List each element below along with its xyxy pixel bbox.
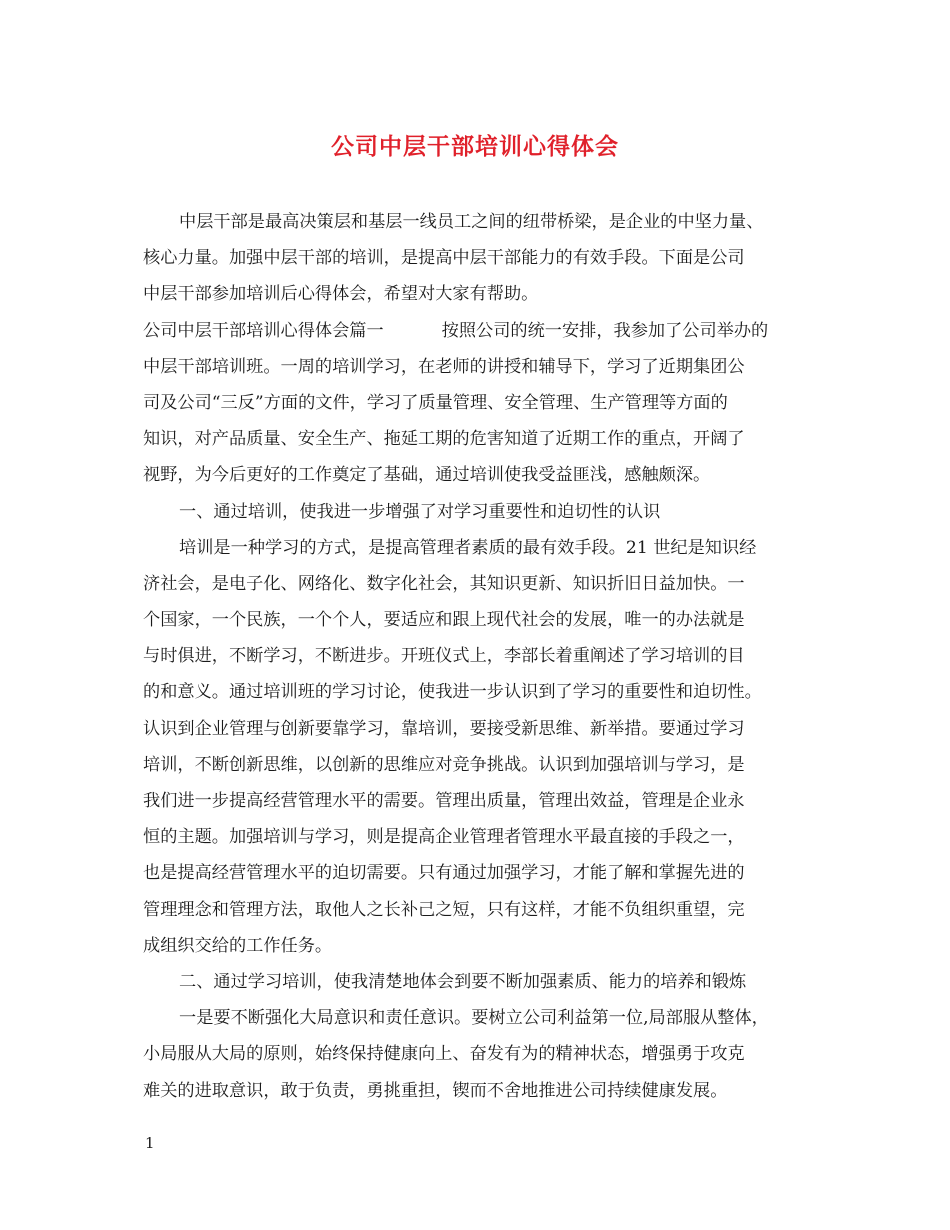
paragraph-line: 认识到企业管理与创新要靠学习，靠培训，要接受新思维、新举措。要通过学习 xyxy=(143,718,745,739)
paragraph-line: 司及公司“三反”方面的文件，学习了质量管理、安全管理、生产管理等方面的 xyxy=(143,392,728,413)
paragraph-line: 培训，不断创新思维，以创新的思维应对竞争挑战。认识到加强培训与学习，是 xyxy=(143,754,745,775)
paragraph-line: 成组织交给的工作任务。 xyxy=(143,935,333,956)
document-title: 公司中层干部培训心得体会 xyxy=(331,133,619,160)
section-first-text: 按照公司的统一安排，我参加了公司举办的 xyxy=(441,320,769,341)
paragraph-line: 中层干部培训班。一周的培训学习，在老师的讲授和辅导下，学习了近期集团公 xyxy=(143,356,745,377)
paragraph-line: 培训是一种学习的方式，是提高管理者素质的最有效手段。21 世纪是知识经 xyxy=(179,537,757,558)
paragraph-line: 一是要不断强化大局意识和责任意识。要树立公司利益第一位,局部服从整体， xyxy=(179,1008,769,1029)
paragraph-line: 的和意义。通过培训班的学习讨论，使我进一步认识到了学习的重要性和迫切性。 xyxy=(143,682,762,703)
section-heading: 公司中层干部培训心得体会篇一 xyxy=(143,320,384,341)
page-number: 1 xyxy=(145,1134,155,1152)
section-line xyxy=(143,313,811,349)
paragraph-line: 与时俱进，不断学习，不断进步。开班仪式上，李部长着重阐述了学习培训的目 xyxy=(143,646,745,667)
paragraph-line: 中层干部是最高决策层和基层一线员工之间的纽带桥梁，是企业的中坚力量、 xyxy=(179,212,764,232)
document-body xyxy=(143,204,811,1109)
paragraph-line: 管理理念和管理方法，取他人之长补己之短，只有这样，才能不负组织重望，完 xyxy=(143,899,745,920)
paragraph-line: 小局服从大局的原则，始终保持健康向上、奋发有为的精神状态，增强勇于攻克 xyxy=(143,1044,745,1065)
paragraph-line: 知识，对产品质量、安全生产、拖延工期的危害知道了近期工作的重点，开阔了 xyxy=(143,429,745,450)
paragraph-line: 济社会，是电子化、网络化、数字化社会，其知识更新、知识折旧日益加快。一 xyxy=(143,573,745,594)
paragraph-line: 核心力量。加强中层干部的培训，是提高中层干部能力的有效手段。下面是公司 xyxy=(143,248,745,269)
subheading-line: 一、通过培训，使我进一步增强了对学习重要性和迫切性的认识 xyxy=(179,501,661,522)
subheading-line: 二、通过学习培训，使我清楚地体会到要不断加强素质、能力的培养和锻炼 xyxy=(179,971,747,992)
paragraph-line: 难关的进取意识，敢于负责，勇挑重担，锲而不舍地推进公司持续健康发展。 xyxy=(143,1080,728,1101)
paragraph-line: 个国家，一个民族，一个个人，要适应和跟上现代社会的发展，唯一的办法就是 xyxy=(143,610,745,631)
paragraph-line: 也是提高经营管理水平的迫切需要。只有通过加强学习，才能了解和掌握先进的 xyxy=(143,863,745,884)
paragraph-line: 我们进一步提高经营管理水平的需要。管理出质量，管理出效益，管理是企业永 xyxy=(143,791,745,811)
paragraph-line: 视野，为今后更好的工作奠定了基础，通过培训使我受益匪浅，感触颇深。 xyxy=(143,465,711,486)
paragraph-line: 恒的主题。加强培训与学习，则是提高企业管理者管理水平最直接的手段之一， xyxy=(143,827,745,848)
paragraph-line: 中层干部参加培训后心得体会，希望对大家有帮助。 xyxy=(143,284,539,305)
